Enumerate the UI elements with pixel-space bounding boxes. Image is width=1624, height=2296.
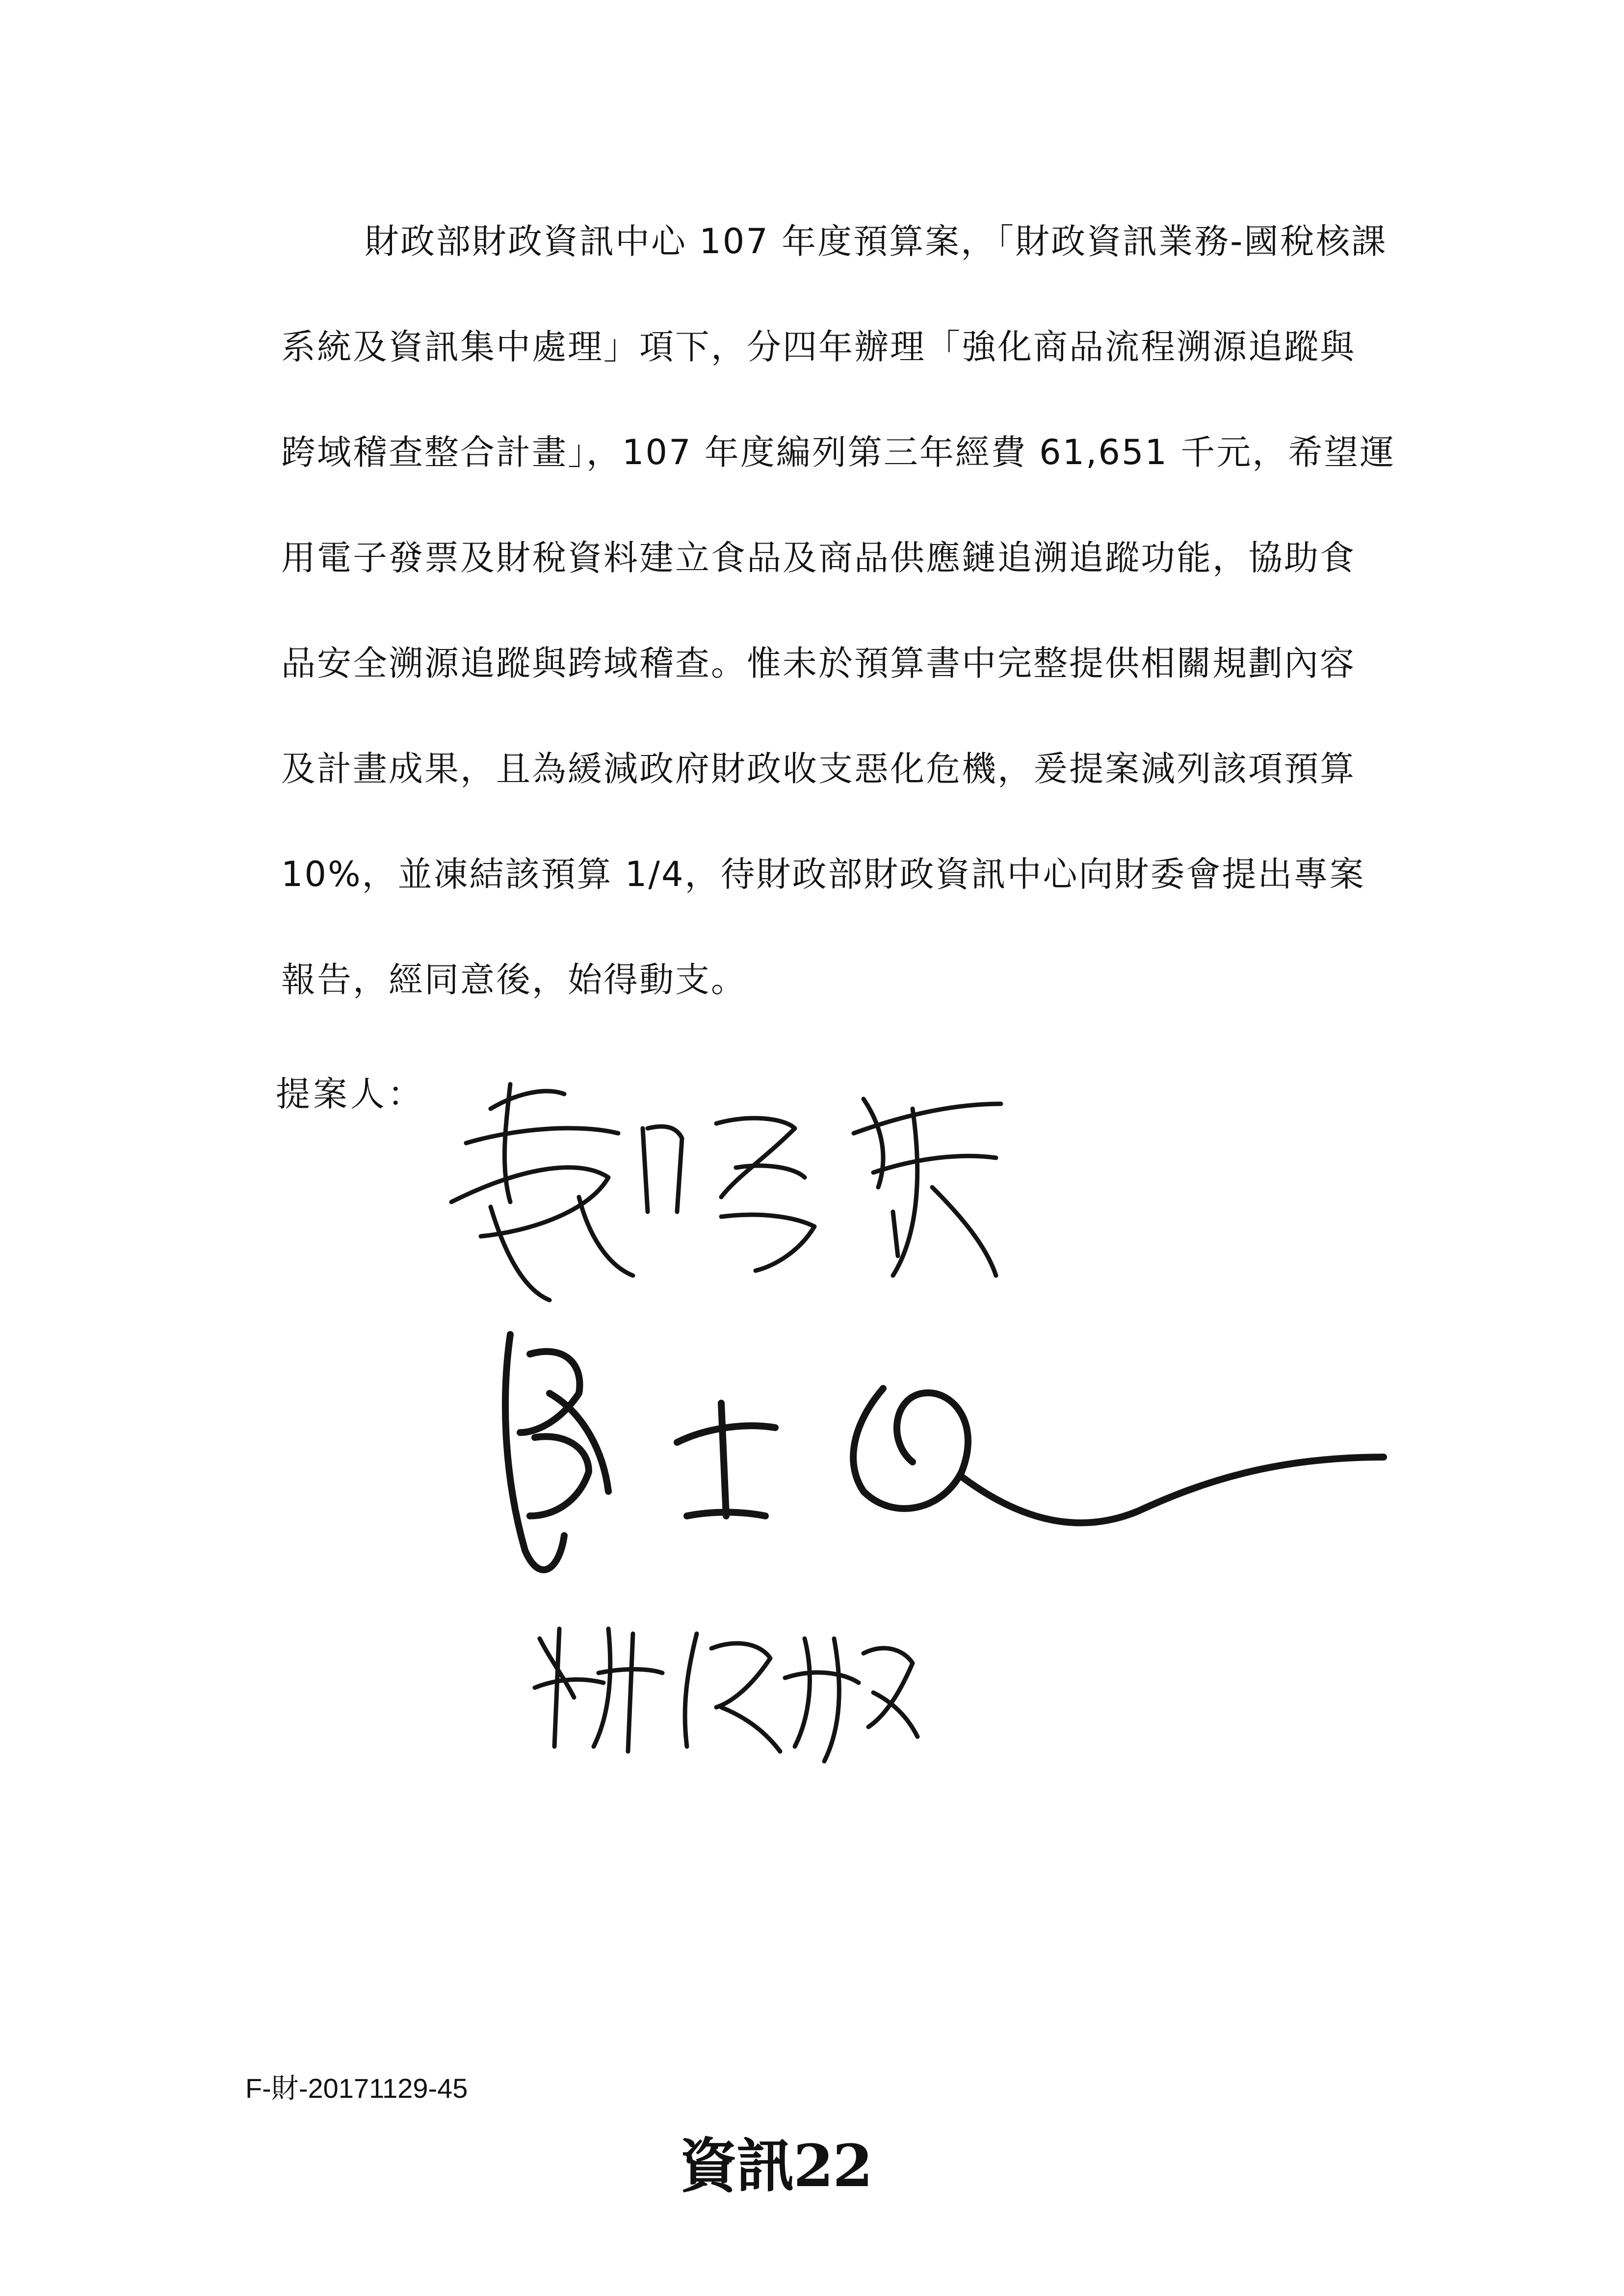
registration-stamp: 資訊22 <box>680 2132 872 2200</box>
form-code: F-財-20171129-45 <box>245 2073 468 2104</box>
paragraph-line-8: 報告，經同意後，始得動支。 <box>281 960 747 1000</box>
signature-3 <box>535 1629 917 1761</box>
paragraph-line-3: 跨域稽查整合計畫」，107 年度編列第三年經費 61,651 千元，希望運 <box>281 432 1396 472</box>
signature-2 <box>505 1334 1384 1570</box>
proposer-label: 提案人： <box>276 1074 425 1114</box>
signature-1 <box>451 1084 1001 1300</box>
paragraph-line-4: 用電子發票及財稅資料建立食品及商品供應鏈追溯追蹤功能，協助食 <box>281 538 1356 578</box>
proposal-paragraph <box>281 189 1395 1033</box>
paragraph-line-5: 品安全溯源追蹤與跨域稽查。惟未於預算書中完整提供相關規劃內容 <box>281 643 1356 683</box>
paragraph-line-1: 財政部財政資訊中心 107 年度預算案，「財政資訊業務-國稅核課 <box>365 221 1388 261</box>
paragraph-line-7: 10%，並凍結該預算 1/4，待財政部財政資訊中心向財委會提出專案 <box>281 854 1365 894</box>
paragraph-line-2: 系統及資訊集中處理」項下，分四年辦理「強化商品流程溯源追蹤與 <box>281 327 1356 367</box>
paragraph-line-6: 及計畫成果，且為緩減政府財政收支惡化危機，爰提案減列該項預算 <box>281 749 1356 789</box>
